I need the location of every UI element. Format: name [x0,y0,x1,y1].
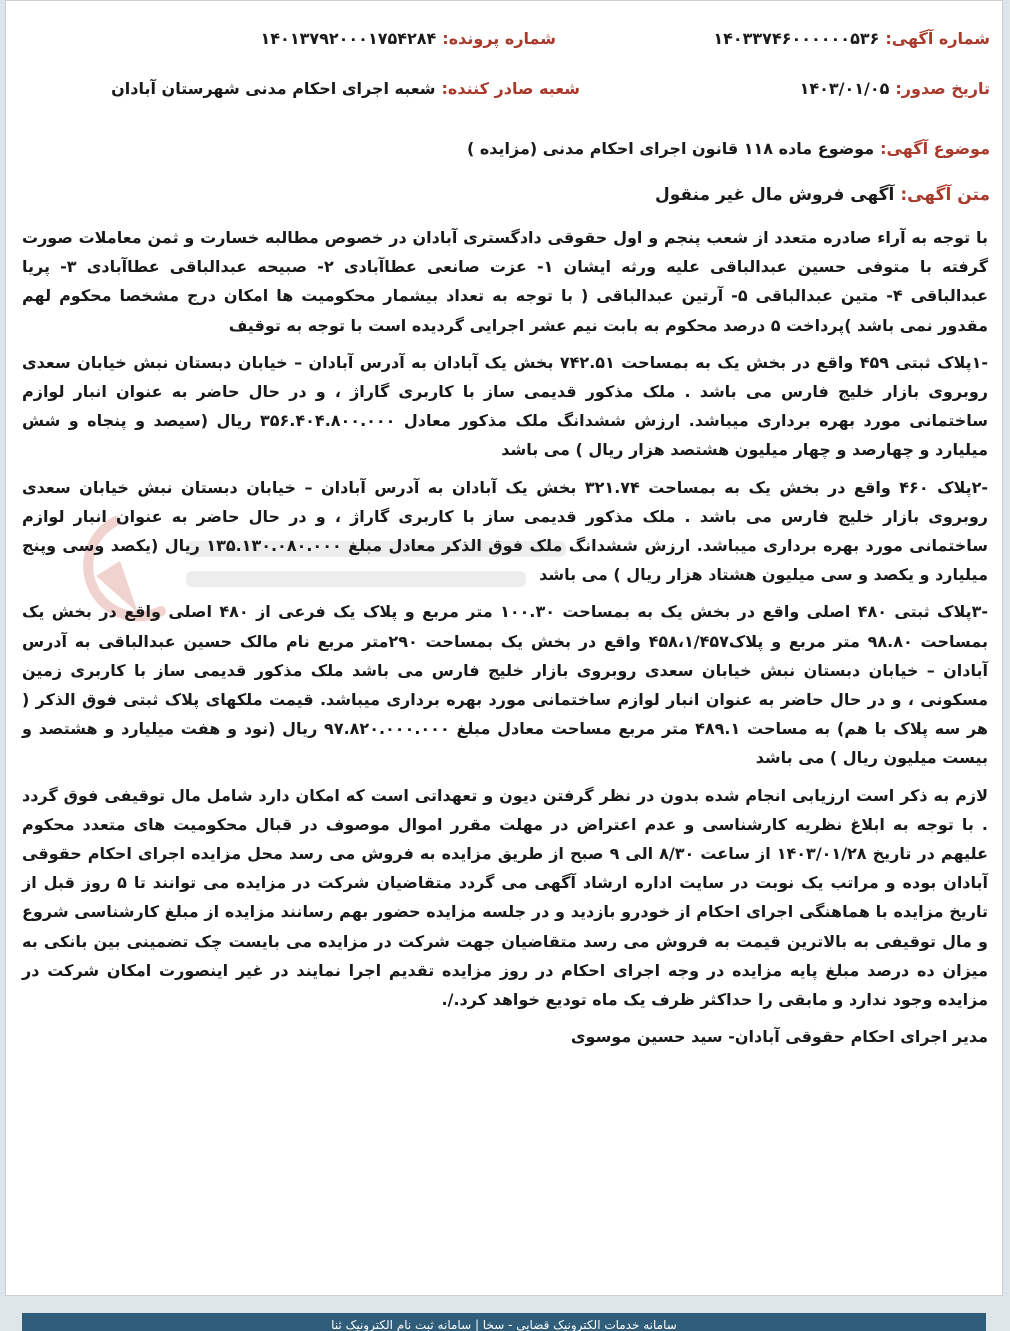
intro-paragraph: با توجه به آراء صادره متعدد از شعب پنجم و اول حقوقی دادگستری آبادان در خصوص مطالبه خسارت و ثمن معاملات صورت گرفته با متوفی حسین عبدالباقی علیه ورثه ایشان ۱- عزت صانعی عطاآبادی ۲- صبیحه عبدالباقی عطاآبادی ۳- پریا عبدالباقی ۴- متین عبدالباقی ۵- آرتین عبدالباقی ( با توجه به تعداد بیشمار محکومیت ها امکان درج مشخصا محکوم لهم مقدور نمی باشد )پرداخت ۵ درصد محکوم به بابت نیم عشر اجرایی گردیده است با توجه به توقیف [22,228,989,335]
notice-text-title [655,185,990,205]
issue-date [800,79,990,98]
issuer-label: شعبه صادر کننده: [441,79,580,98]
footer-bar [22,1313,986,1331]
item-3-paragraph: -۳پلاک ثبتی ۴۸۰ اصلی واقع در بخش یک به بمساحت ۱۰۰.۳۰ متر مربع و پلاک یک فرعی از ۴۸۰ اصلی واقع در بخش یک بمساحت ۹۸.۸۰ متر مربع و پلاک۴۵۸،۱/۴۵۷ واقع در بخش یک بمساحت ۲۹۰متر مربع نام مالک حسین عبدالباقی به آدرس آبادان – خیابان دبستان نبش خیابان سعدی روبروی بازار خلیج فارس می باشد ملک مذکور قدیمی ساز با کاربری زمین مسکونی ، و در حال حاضر به عنوان انبار لوازم ساختمانی مورد بهره برداری میباشد. قیمت ملکهای پلاک ثبتی فوق الذکر ( هر سه پلاک با هم) به مساحت ۴۸۹.۱ متر مربع مساحت معادل مبلغ ۹۷.۸۲۰.۰۰۰.۰۰۰ ریال (نود و هفت میلیارد و هشتصد و بیست میلیون ریال ) می باشد [22,602,989,768]
case-number-label: شماره پرونده: [442,29,556,48]
issuer [111,79,580,98]
text-label: متن آگهی: [900,185,990,205]
issue-date-value: ۱۴۰۳/۰۱/۰۵ [799,79,890,98]
conditions-paragraph: لازم به ذکر است ارزیابی انجام شده بدون در نظر گرفتن دیون و تعهداتی است که امکان دارد شامل مال توقیفی فوق گردد . با توجه به ابلاغ نظریه کارشناسی و عدم اعتراض در مهلت مقرر اموال موصوف در قبال محکومیت های متعدد محکوم علیهم در تاریخ ۱۴۰۳/۰۱/۲۸ از ساعت ۸/۳۰ الی ۹ صبح از طریق مزایده به فروش می رسد محل مزایده اجرای احکام حقوقی آبادان بوده و مراتب یک نوبت در سایت اداره ارشاد آگهی می گردد متقاضیان شرکت در مزایده می توانند تا ۵ روز قبل از تاریخ مزایده با هماهنگی اجرای احکام از خودرو بازدید و در جلسه مزایده حضور بهم رسانند مزایده از مبلغ کارشناسی شروع و مال توقیفی به بالاترین قیمت به فروش می رسد متقاضیان جهت شرکت در مزایده می بایست چک تضمینی بین بانکی به میزان ده درصد مبلغ پایه مزایده در وجه اجرای احکام در روز مزایده تقدیم اجرا نمایند در غیر اینصورت امکان شرکت در مزایده وجود ندارد و مابقی را حداکثر ظرف یک ماه تودیع خواهد کرد./. [22,785,989,1010]
ad-number-label: شماره آگهی: [885,29,990,48]
footer-text[interactable]: سامانه خدمات الکترونیک قضایی - سخا | سامانه ثبت نام الکترونیک ثنا [331,1318,677,1331]
subject-label: موضوع آگهی: [880,139,990,158]
text-value: آگهی فروش مال غیر منقول [654,185,895,205]
item-2-paragraph: -۲پلاک ۴۶۰ واقع در بخش یک به بمساحت ۳۲۱.۷۴ بخش یک آبادان به آدرس آبادان – خیابان دبستان نبش خیابان سعدی روبروی بازار خلیج فارس می باشد . ملک مذکور قدیمی ساز با کاربری گاراژ ، و در حال حاضر به عنوان انبار لوازم ساختمانی مورد بهره برداری میباشد. ارزش ششدانگ ملک فوق الذکر معادل مبلغ ۱۳۵.۱۳۰.۰۸۰.۰۰۰ ریال (یکصد وسی وپنج میلیارد و یکصد و سی میلیون هشتاد هزار ریال ) می باشد [22,477,989,585]
issuer-value: شعبه اجرای احکام مدنی شهرستان آبادان [111,79,436,98]
subject [467,139,990,158]
ad-number-value: ۱۴۰۳۳۷۴۶۰۰۰۰۰۰۵۳۶ [713,29,880,48]
case-number-value: ۱۴۰۱۳۷۹۲۰۰۰۱۷۵۴۲۸۴ [260,29,437,48]
notice-page [5,0,1003,1296]
issue-date-label: تاریخ صدور: [895,79,990,98]
case-number [261,29,556,48]
notice-body [22,223,988,1059]
signature: مدیر اجرای احکام حقوقی آبادان- سید حسین موسوی [570,1027,988,1047]
ad-number [713,29,990,48]
subject-value: موضوع ماده ۱۱۸ قانون اجرای احکام مدنی (مزایده ) [466,139,875,158]
item-1-paragraph: -۱پلاک ثبتی ۴۵۹ واقع در بخش یک به بمساحت ۷۴۲.۵۱ بخش یک آبادان به آدرس آبادان – خیابان دبستان نبش خیابان سعدی روبروی بازار خلیج فارس می باشد . ملک مذکور قدیمی ساز با کاربری گاراژ ، و در حال حاضر به عنوان انبار لوازم ساختمانی مورد بهره برداری میباشد. ارزش ششدانگ ملک مذکور معادل ۳۵۶.۴۰۴.۸۰۰.۰۰۰ ریال (سیصد و پنجاه و شش میلیارد و چهارصد و چهار میلیون هشتصد هزار ریال ) می باشد [22,352,989,460]
